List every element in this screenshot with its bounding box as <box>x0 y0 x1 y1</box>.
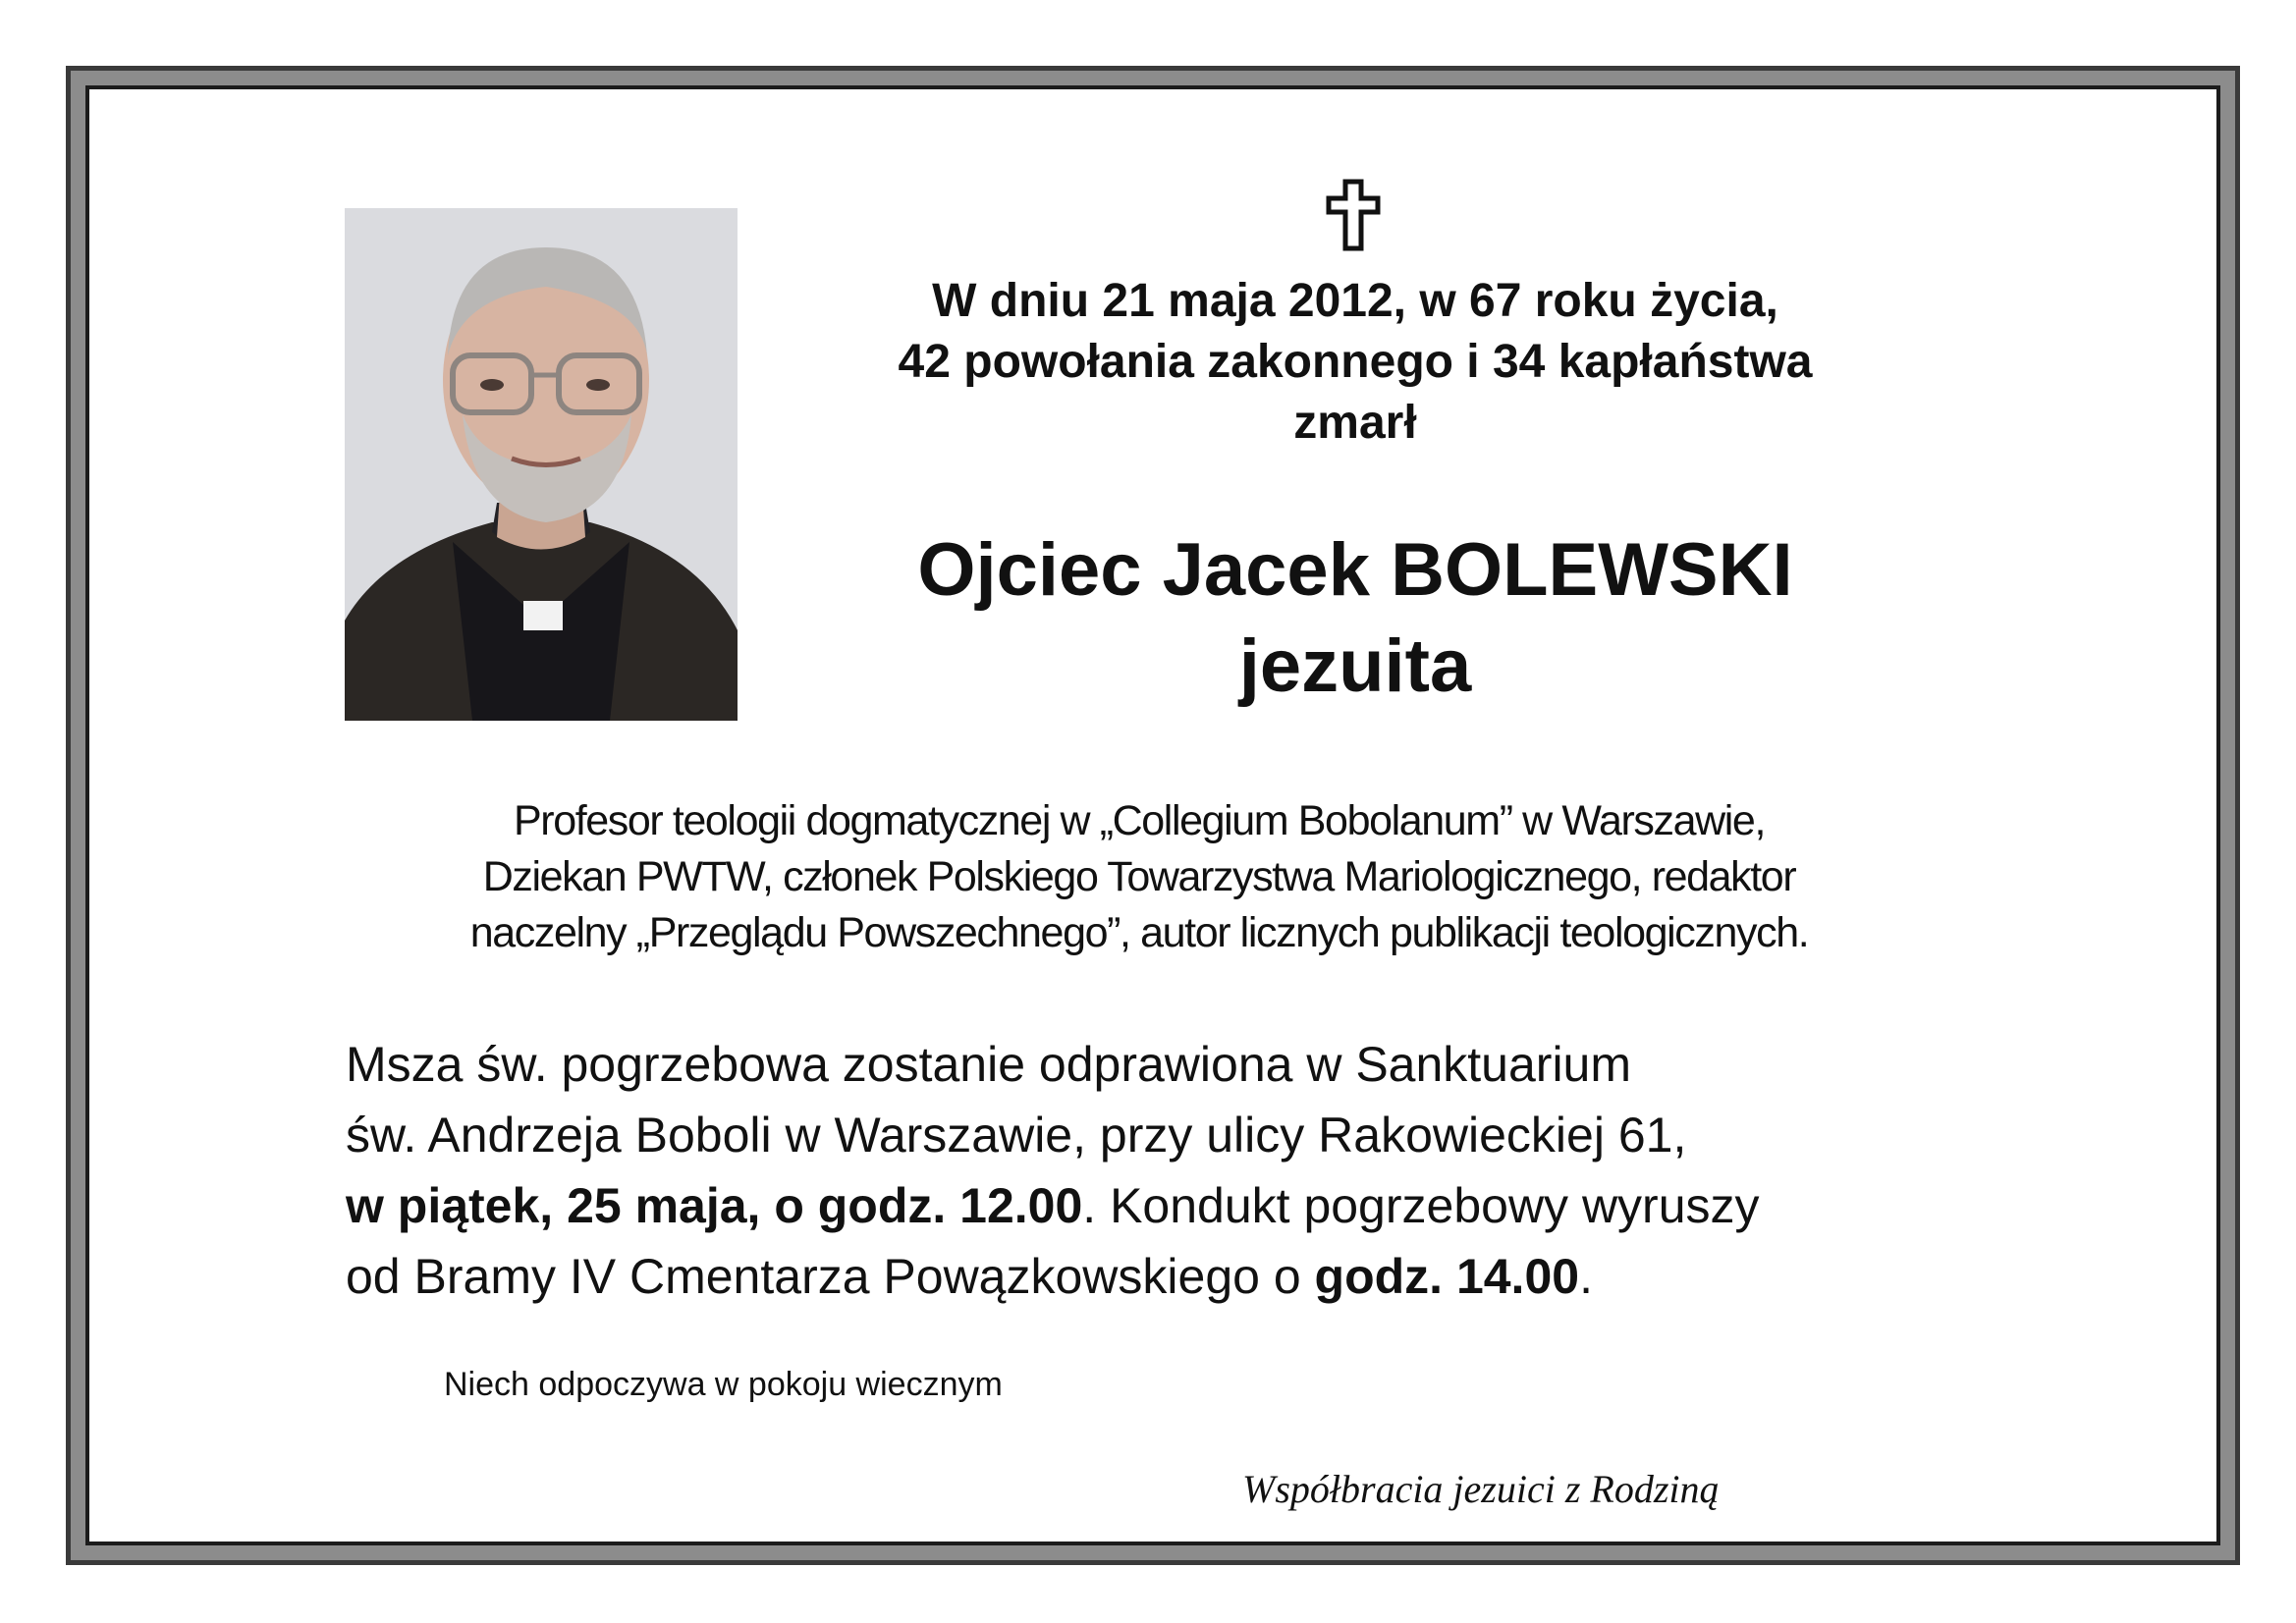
funeral-line-3-rest: . Kondukt pogrzebowy wyruszy <box>1082 1178 1760 1233</box>
funeral-details <box>346 1029 1956 1312</box>
funeral-line-3 <box>346 1170 1956 1241</box>
rest-in-peace: Niech odpoczywa w pokoju wiecznym <box>444 1366 1003 1403</box>
signature: Współbracia jezuici z Rodziną <box>1242 1467 1720 1511</box>
funeral-date: w piątek, 25 maja, o godz. 12.00 <box>346 1178 1083 1233</box>
funeral-line-4-end: . <box>1579 1249 1593 1304</box>
intro-line-2: 42 powołania zakonnego i 34 kapłaństwa <box>898 336 1813 388</box>
procession-time: godz. 14.00 <box>1314 1249 1580 1304</box>
intro-line-3: zmarł <box>1293 397 1417 449</box>
portrait-photo <box>345 208 738 721</box>
funeral-line-4 <box>346 1241 1956 1312</box>
bio-line-1: Profesor teologii dogmatycznej w „Collegium Bobolanum” w Warszawie, <box>514 797 1765 844</box>
bio-line-2: Dziekan PWTW, członek Polskiego Towarzystwa Mariologicznego, redaktor <box>482 853 1796 900</box>
funeral-line-4-start: od Bramy IV Cmentarza Powązkowskiego o <box>346 1249 1315 1304</box>
latin-cross-icon <box>1326 179 1381 251</box>
death-announcement <box>746 271 1964 454</box>
funeral-line-2: św. Andrzeja Boboli w Warszawie, przy ulicy Rakowieckiej 61, <box>346 1108 1687 1163</box>
biography <box>324 793 1954 961</box>
funeral-line-1: Msza św. pogrzebowa zostanie odprawiona w Sanktuarium <box>346 1037 1632 1092</box>
bio-line-3: naczelny „Przeglądu Powszechnego”, autor licznych publikacji teologicznych. <box>469 909 1809 956</box>
deceased-order: jezuita <box>1238 624 1472 708</box>
deceased-name-block <box>746 522 1964 715</box>
intro-line-1: W dniu 21 maja 2012, w 67 roku życia, <box>932 275 1778 327</box>
deceased-name: Ojciec Jacek BOLEWSKI <box>917 528 1793 612</box>
